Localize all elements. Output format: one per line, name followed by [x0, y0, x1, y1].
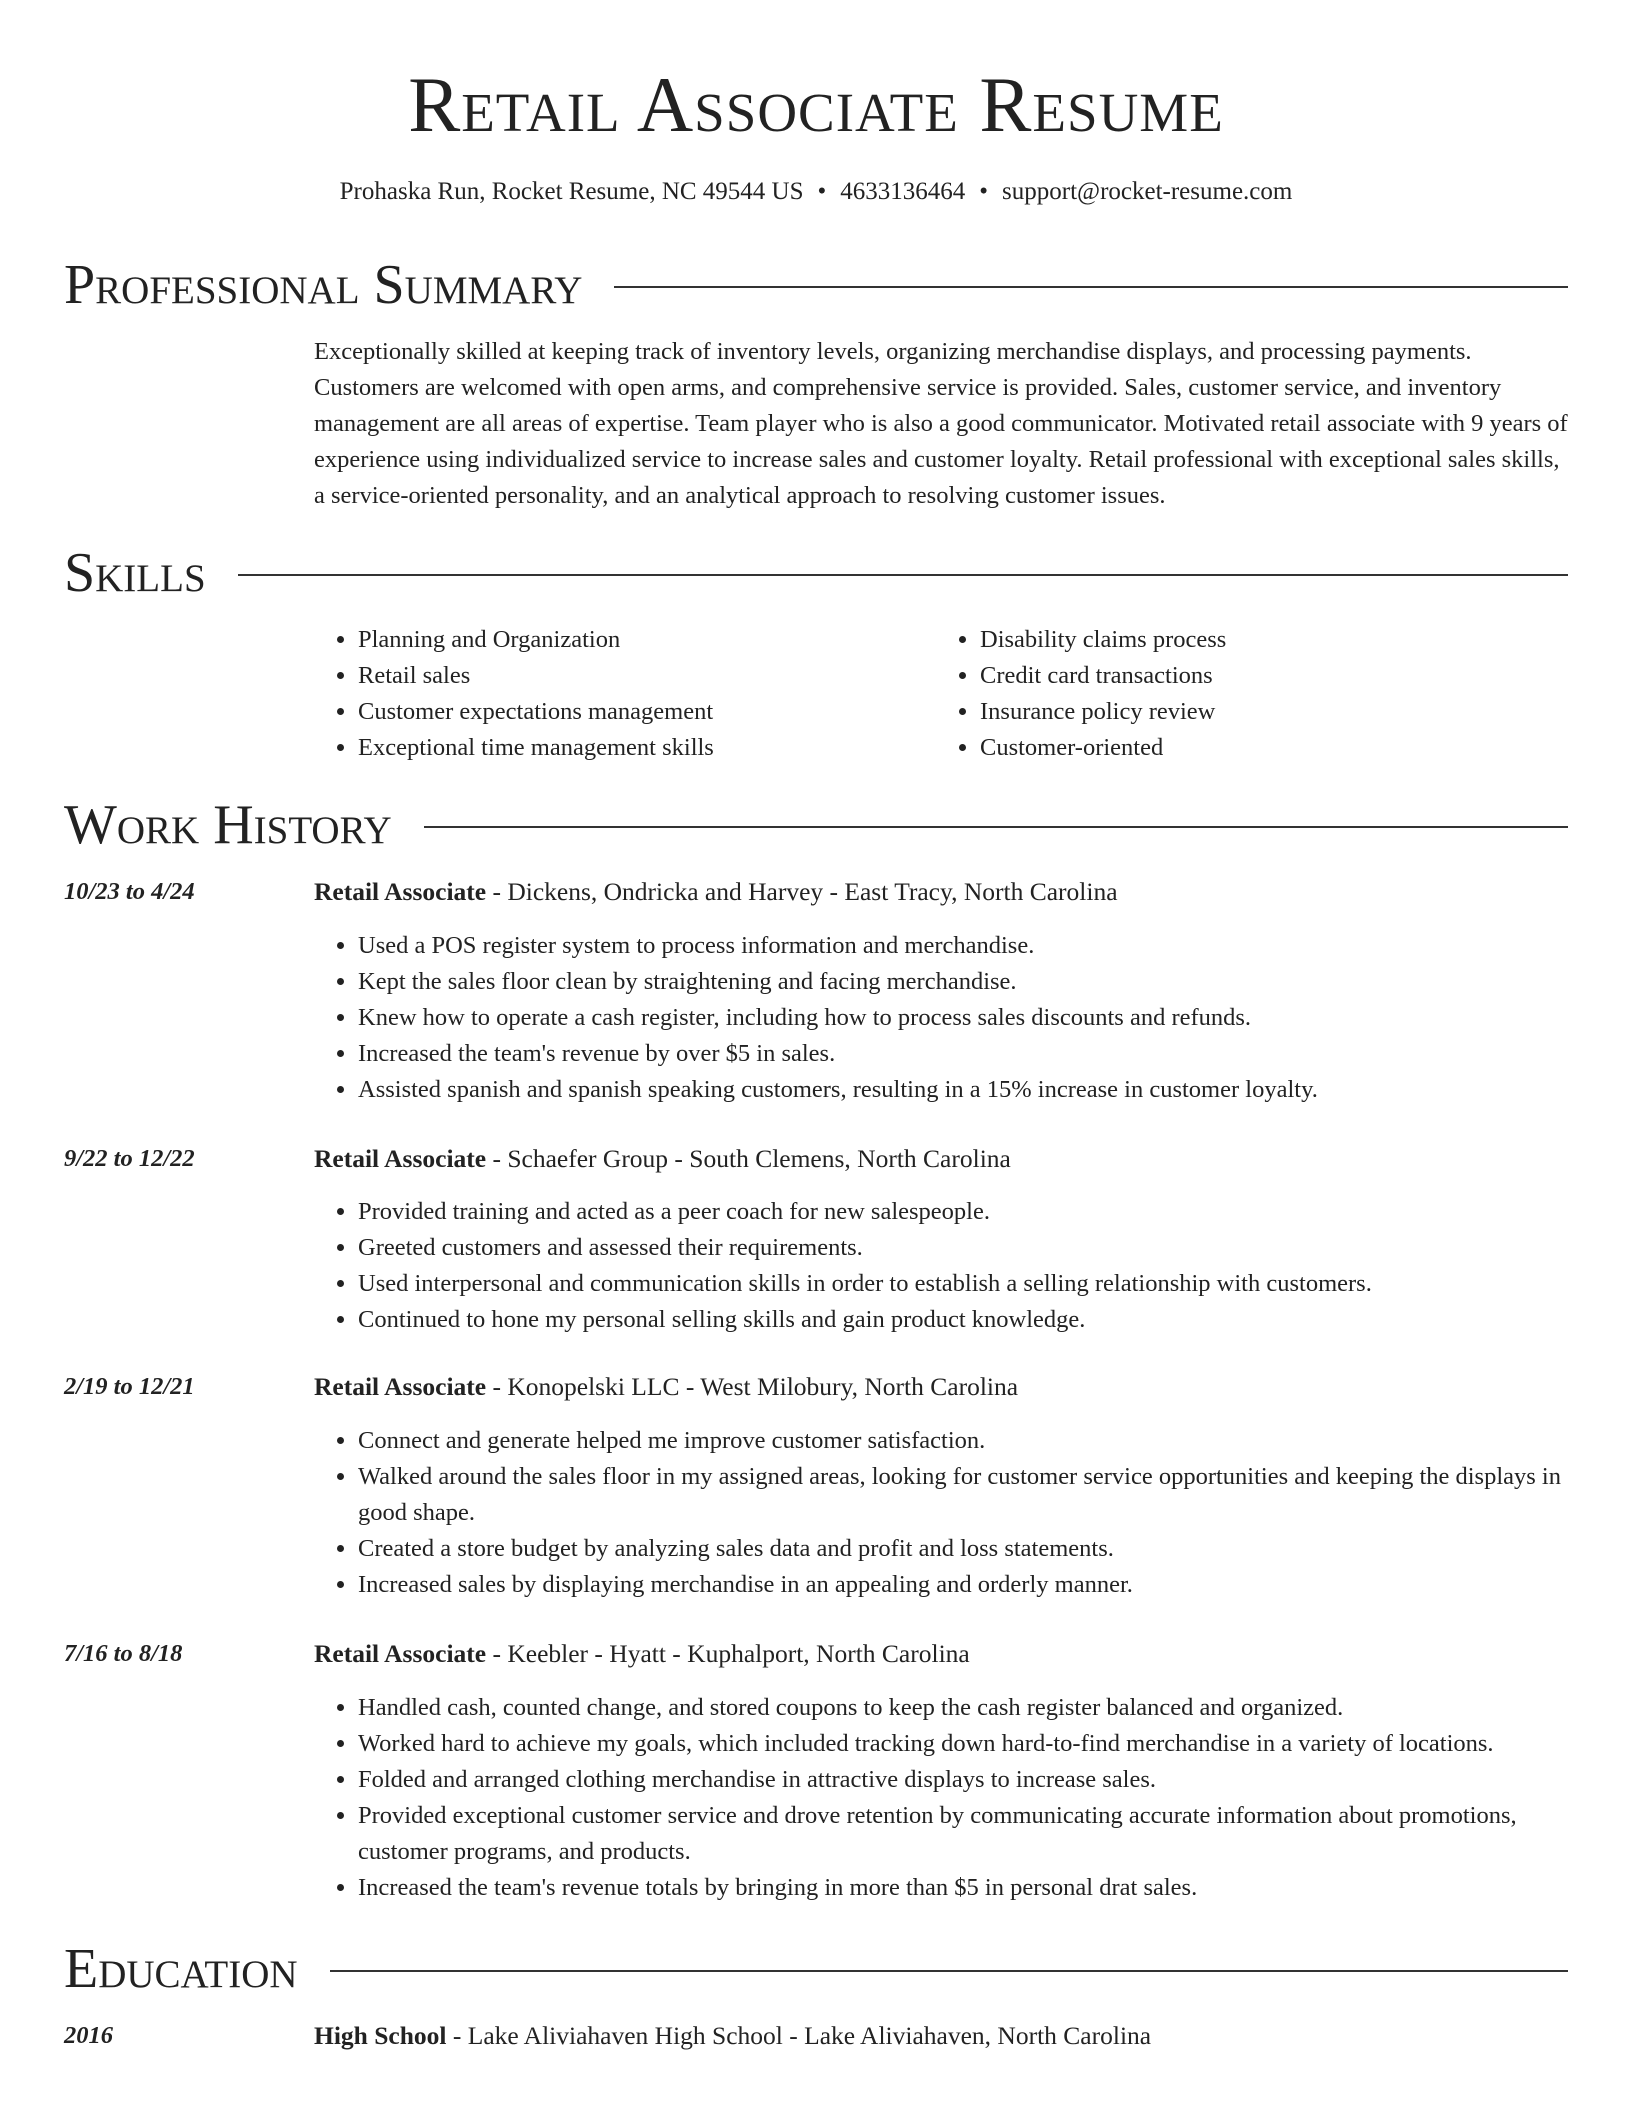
- job-title: Retail Associate: [314, 1144, 487, 1173]
- job-bullet: • Connect and generate helped me improve customer satisfaction.: [358, 1423, 1570, 1459]
- contact-address: Prohaska Run, Rocket Resume, NC 49544 US: [339, 178, 804, 205]
- job-bullet: • Increased the team's revenue by over $5 in sales.: [358, 1036, 1570, 1072]
- job-bullet: • Used interpersonal and communication skills in order to establish a selling relationship with customers.: [358, 1266, 1570, 1302]
- job-bullet: • Increased the team's revenue totals by bringing in more than $5 in personal drat sales.: [358, 1870, 1570, 1906]
- education-school: - Lake Aliviahaven High School - Lake Aliviahaven, North Carolina: [446, 2021, 1152, 2050]
- resume-title: Retail Associate Resume: [408, 61, 1224, 148]
- job-employer: - Keebler - Hyatt - Kuphalport, North Carolina: [486, 1639, 970, 1668]
- contact-phone: 4633136464: [840, 178, 966, 205]
- job-bullet: • Assisted spanish and spanish speaking customers, resulting in a 15% increase in customer loyalty.: [358, 1072, 1570, 1108]
- job-bullet: • Walked around the sales floor in my assigned areas, looking for customer service opportunities and keeping the displays in good shape.: [358, 1459, 1570, 1531]
- skill-item: • Exceptional time management skills: [358, 730, 930, 766]
- skill-item: • Insurance policy review: [980, 694, 1552, 730]
- summary-section-header: [64, 253, 1568, 317]
- job-bullet: • Provided training and acted as a peer coach for new salespeople.: [358, 1194, 1570, 1230]
- skill-item: • Credit card transactions: [980, 658, 1552, 694]
- skills-list: [314, 622, 1570, 766]
- summary-heading: Professional Summary: [64, 254, 583, 316]
- job-title: Retail Associate: [314, 1372, 487, 1401]
- job-dates: 9/22 to 12/22: [64, 1145, 195, 1172]
- job-dates: 2/19 to 12/21: [64, 1373, 195, 1400]
- job-bullet: • Increased sales by displaying merchandise in an appealing and orderly manner.: [358, 1567, 1570, 1603]
- work-heading: Work History: [64, 794, 392, 856]
- job-employer: - Schaefer Group - South Clemens, North Carolina: [486, 1144, 1011, 1173]
- education-year: 2016: [64, 2022, 113, 2049]
- skill-item: • Planning and Organization: [358, 622, 930, 658]
- education-degree: High School: [314, 2021, 447, 2050]
- job-bullets: [314, 1423, 1570, 1603]
- job-bullet: • Worked hard to achieve my goals, which included tracking down hard-to-find merchandise in a variety of locations.: [358, 1726, 1570, 1762]
- education-entry: [314, 2018, 1570, 2054]
- job-bullets: [314, 1194, 1570, 1338]
- job-bullets: [314, 928, 1570, 1108]
- job-dates: 7/16 to 8/18: [64, 1640, 183, 1667]
- work-section-header: [64, 793, 1568, 857]
- education-section-header: [64, 1937, 1568, 2001]
- skill-item: • Retail sales: [358, 658, 930, 694]
- contact-email: support@rocket-resume.com: [1002, 178, 1293, 205]
- skill-item: • Disability claims process: [980, 622, 1552, 658]
- section-divider: [330, 1970, 1568, 1972]
- contact-separator: •: [817, 178, 827, 205]
- job-bullets: [314, 1690, 1570, 1906]
- section-divider: [238, 574, 1568, 576]
- skill-item: • Customer-oriented: [980, 730, 1552, 766]
- skills-column-right: [930, 622, 1552, 766]
- job-bullet: • Kept the sales floor clean by straightening and facing merchandise.: [358, 964, 1570, 1000]
- job-bullet: • Provided exceptional customer service and drove retention by communicating accurate information about promotions, customer programs, and products.: [358, 1798, 1570, 1870]
- job-heading: [314, 1636, 1570, 1672]
- job-bullet: • Continued to hone my personal selling skills and gain product knowledge.: [358, 1302, 1570, 1338]
- job-bullet: • Handled cash, counted change, and stored coupons to keep the cash register balanced and organized.: [358, 1690, 1570, 1726]
- contact-line: [0, 174, 1632, 210]
- skills-column-left: [314, 622, 930, 766]
- skills-section-header: [64, 541, 1568, 605]
- job-bullet: • Greeted customers and assessed their requirements.: [358, 1230, 1570, 1266]
- summary-text: Exceptionally skilled at keeping track of inventory levels, organizing merchandise displays, and processing payments. Customers are welcomed with open arms, and comprehensive service is provided. Sales, customer service, and inventory management are all areas of expertise. Team player who is also a good communicator. Motivated retail associate with 9 years of experience using individualized service to increase sales and customer loyalty. Retail professional with exceptional sales skills, a service-oriented personality, and an analytical approach to resolving customer issues.: [314, 338, 1568, 509]
- job-employer: - Dickens, Ondricka and Harvey - East Tracy, North Carolina: [486, 877, 1118, 906]
- job-heading: [314, 874, 1570, 910]
- job-dates: 10/23 to 4/24: [64, 878, 195, 905]
- contact-separator: •: [979, 178, 989, 205]
- education-heading: Education: [64, 1938, 298, 2000]
- job-heading: [314, 1369, 1570, 1405]
- section-divider: [424, 826, 1568, 828]
- skill-item: • Customer expectations management: [358, 694, 930, 730]
- job-title: Retail Associate: [314, 877, 487, 906]
- job-bullet: • Created a store budget by analyzing sales data and profit and loss statements.: [358, 1531, 1570, 1567]
- job-employer: - Konopelski LLC - West Milobury, North Carolina: [486, 1372, 1019, 1401]
- job-bullet: • Used a POS register system to process information and merchandise.: [358, 928, 1570, 964]
- section-divider: [614, 286, 1568, 288]
- job-bullet: • Folded and arranged clothing merchandise in attractive displays to increase sales.: [358, 1762, 1570, 1798]
- job-heading: [314, 1141, 1570, 1177]
- job-title: Retail Associate: [314, 1639, 487, 1668]
- job-bullet: • Knew how to operate a cash register, including how to process sales discounts and refunds.: [358, 1000, 1570, 1036]
- skills-heading: Skills: [64, 542, 206, 604]
